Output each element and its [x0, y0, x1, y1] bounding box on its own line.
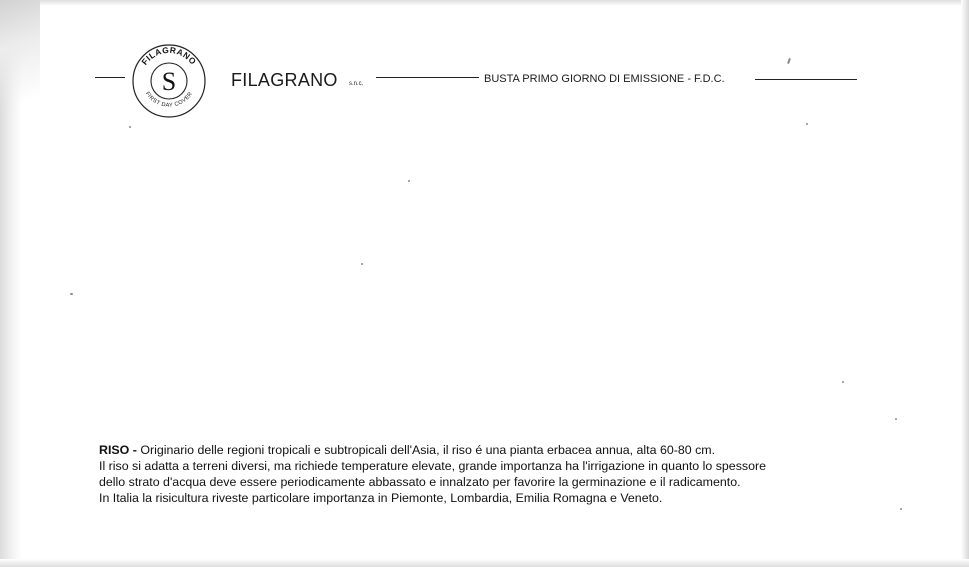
envelope-top-edge	[0, 0, 969, 6]
header-rule-right	[755, 79, 857, 80]
envelope-right-edge	[961, 0, 969, 567]
seal-ring-top-text: FILAGRANO	[139, 44, 199, 67]
header-rule-middle	[376, 77, 479, 78]
description-line-2: Il riso si adatta a terreni diversi, ma richiede temperature elevate, grande importanza ha l'irrigazione in quanto lo spessore	[99, 459, 766, 473]
fdc-label: BUSTA PRIMO GIORNO DI EMISSIONE - F.D.C.	[484, 73, 725, 85]
header-rule-left	[95, 77, 125, 78]
description-line-4: In Italia la risicultura riveste particolare importanza in Piemonte, Lombardia, Emilia Romagna e Veneto.	[99, 491, 663, 505]
seal-ring-bottom-text: FIRST DAY COVER	[143, 91, 195, 109]
description-line-3: dello strato d'acqua deve essere periodicamente abbassato e innalzato per favorire la germinazione e il radicamento.	[99, 475, 741, 489]
paper-speck	[408, 180, 410, 182]
seal-letter: S	[161, 67, 177, 96]
description-line-1-text: Originario delle regioni tropicali e subtropicali dell'Asia, il riso é una pianta erbacea annua, alta 60-80 cm.	[136, 443, 716, 457]
brand-name: FILAGRANO	[231, 70, 338, 90]
paper-speck	[842, 381, 844, 383]
description-line-1	[99, 442, 899, 458]
brand-suffix: s.n.c.	[349, 81, 364, 87]
paper-speck	[895, 418, 897, 420]
paper-speck	[129, 126, 131, 128]
paper-speck	[900, 508, 902, 510]
paper-speck	[361, 263, 363, 265]
description-title: RISO -	[99, 443, 137, 457]
envelope-bottom-edge	[0, 559, 969, 567]
paper-speck	[70, 293, 73, 295]
paper-speck	[806, 123, 808, 125]
paper-speck	[787, 58, 791, 64]
filagrano-seal-logo	[131, 43, 207, 119]
envelope-flap-shadow	[0, 0, 40, 110]
riso-description	[99, 442, 899, 506]
